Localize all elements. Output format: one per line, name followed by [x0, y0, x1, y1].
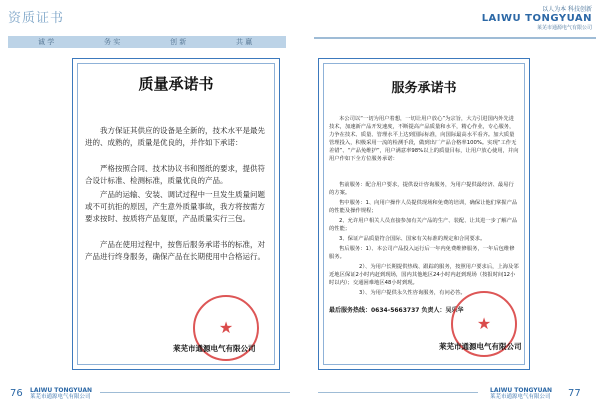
band-word: 共 赢 [236, 38, 253, 46]
service-paragraph: 售中服务：1、向用户操作人员提供现场和免费的培训，确保让他们掌握产品的性能及操作规程； [329, 200, 518, 214]
right-footer-line [318, 392, 478, 393]
service-title: 服务承诺书 [391, 81, 457, 96]
service-paragraph: 3）、为用户提供永久性咨询服务，有问必答。 [359, 290, 466, 296]
service-promise-page [318, 58, 530, 370]
service-company: 莱芜市通源电气有限公司 [439, 342, 522, 351]
header-company: 莱芜市通源电气有限公司 [536, 25, 592, 31]
footer-brand: LAIWU TONGYUAN [490, 387, 552, 394]
service-paragraph: 3、保证产品质量符合国际、国家有关标准的规定和合同要求。 [339, 236, 486, 242]
footer-company: 莱芜市通源电气有限公司 [30, 394, 91, 400]
header-slogan: 以人为本 科技创新 [542, 6, 592, 13]
service-paragraph: 本公司以“一切为用户着想，一切让用户放心”为宗旨，大力引进国内外先进技术，加速新产品开发速度，不断提高产品质量和水平，精心作业，专心服务，力争在技术、质量、管理水平上达到国际标准，向国际最高水平看齐。加大质量管理投入，积极采用一流的检测手段，做到出厂产品合格率100%。实现“工作无差错”、“产品免维护”，用户满意率98%以上的质量目标，让用户放心使用，并向用户作如下全方位服务承诺： [329, 116, 519, 162]
right-header-logo [482, 4, 592, 31]
header-brand: LAIWU TONGYUAN [481, 13, 592, 24]
quality-paragraph: 我方保证其供应的设备是全新的，技术水平是最先进的、成熟的，质量是优良的，并作如下承诺： [85, 126, 265, 147]
company-seal-icon: ★ [193, 295, 259, 361]
service-paragraph: 2、允许用户相关人员直接参加有关产品的生产、装配、让其进一步了解产品的性能； [329, 218, 518, 232]
service-paragraph: 售后服务：1）、本公司产品投入运行后一年内免费维修服务，一年后包维修服务。 [329, 246, 515, 260]
footer-company: 莱芜市通源电气有限公司 [490, 394, 551, 400]
left-header-band [8, 36, 286, 48]
left-footer-logo [30, 388, 92, 400]
quality-promise-page [72, 58, 280, 370]
right-page-number: 77 [568, 388, 581, 399]
service-paragraph: 2）、为用户长期提供热线、跟踪的服务，按照用户要求后，上海及邻近地区保证2小时内赶到现场，国内其他地区24小时内赶到现场（按报时间12小时以内）；交通困难地区48小时到现。 [329, 264, 519, 286]
quality-title: 质量承诺书 [138, 75, 214, 93]
quality-paragraph: 产品的运输、安装、调试过程中一旦发生质量问题或不可抗拒的原因，产生意外质量事故，我方将按需方要求按时、按质将产品复原，产品质量实行三包。 [85, 190, 265, 223]
left-header-title: 资质证书 [8, 11, 65, 26]
quality-paragraph: 严格按照合同、技术协议书和图纸的要求，提供符合设计标准、检测标准，质量优良的产品。 [85, 164, 265, 185]
left-page-number: 76 [10, 388, 23, 399]
band-word: 创 新 [170, 38, 187, 46]
quality-company: 莱芜市通源电气有限公司 [173, 344, 256, 353]
right-header-line [314, 37, 596, 39]
company-seal-icon: ★ [451, 291, 517, 357]
right-footer-logo [490, 388, 552, 400]
band-word: 务 实 [104, 38, 121, 46]
service-paragraph: 售前服务：配合用户要求，提供设计咨询服务，为用户提供最经济、最易行的方案。 [329, 182, 514, 196]
quality-paragraph: 产品在使用过程中，按售后服务承诺书的标准，对产品进行终身服务，确保产品在长期使用中合格运行。 [85, 240, 265, 261]
service-hotline: 最后服务热线：0634-5663737 负责人：吴乐华 [329, 307, 464, 314]
footer-brand: LAIWU TONGYUAN [30, 387, 92, 394]
band-word: 诚 学 [38, 38, 55, 46]
left-footer-line [100, 392, 290, 393]
